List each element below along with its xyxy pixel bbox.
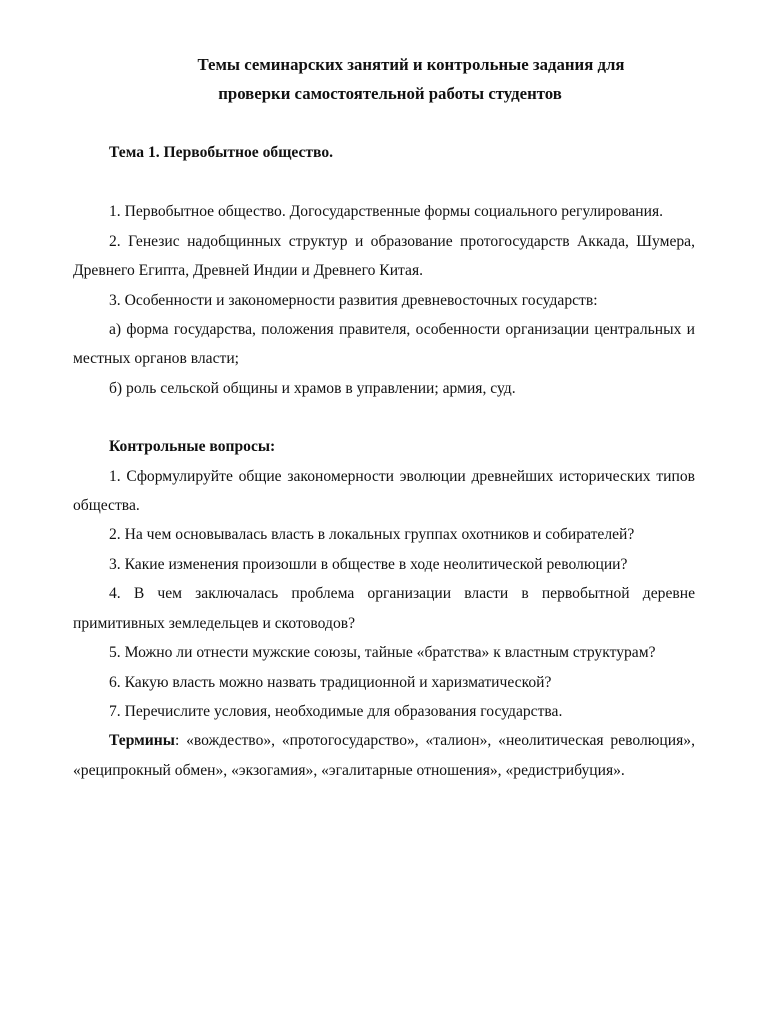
topic-heading: Тема 1. Первобытное общество. xyxy=(109,144,334,161)
control-question-7: 7. Перечислите условия, необходимые для образования государства. xyxy=(109,702,563,720)
terms-paragraph xyxy=(73,726,695,785)
topic-item-3b: б) роль сельской общины и храмов в управлении; армия, суд. xyxy=(109,379,516,397)
control-question-2: 2. На чем основывалась власть в локальных группах охотников и собирателей? xyxy=(109,526,635,544)
topic-item-1: 1. Первобытное общество. Догосударственные формы социального регулирования. xyxy=(109,203,664,221)
control-question-6: 6. Какую власть можно назвать традиционной и харизматической? xyxy=(109,673,552,691)
terms-text: : «вождество», «протогосударство», «талион», «неолитическая революция», «реципрокный обмен», «экзогамия», «эгалитарные отношения», «редистрибуция». xyxy=(73,732,695,779)
control-questions-list xyxy=(73,462,695,727)
title-line-1: Темы семинарских занятий и контрольные задания для xyxy=(197,55,625,74)
control-question-1: 1. Сформулируйте общие закономерности эволюции древнейших исторических типов общества. xyxy=(73,467,695,515)
document-title xyxy=(73,50,695,108)
control-question-4: 4. В чем заключалась проблема организации власти в первобытной деревне примитивных земледельцев и скотоводов? xyxy=(73,585,695,632)
topic-items xyxy=(73,197,695,403)
control-questions-heading: Контрольные вопросы: xyxy=(109,438,276,456)
control-question-5: 5. Можно ли отнести мужские союзы, тайные «братства» к властным структурам? xyxy=(109,644,656,662)
topic-item-3: 3. Особенности и закономерности развития древневосточных государств: xyxy=(109,291,598,309)
control-question-3: 3. Какие изменения произошли в обществе в ходе неолитической революции? xyxy=(109,555,628,573)
topic-item-2: 2. Генезис надобщинных структур и образование протогосударств Аккада, Шумера, Древнего Египта, Древней Индии и Древнего Китая. xyxy=(73,232,695,280)
topic-item-3a: а) форма государства, положения правителя, особенности организации центральных и местных органов власти; xyxy=(73,321,695,368)
title-line-2: проверки самостоятельной работы студентов xyxy=(218,84,562,103)
terms-label: Термины xyxy=(109,732,175,750)
